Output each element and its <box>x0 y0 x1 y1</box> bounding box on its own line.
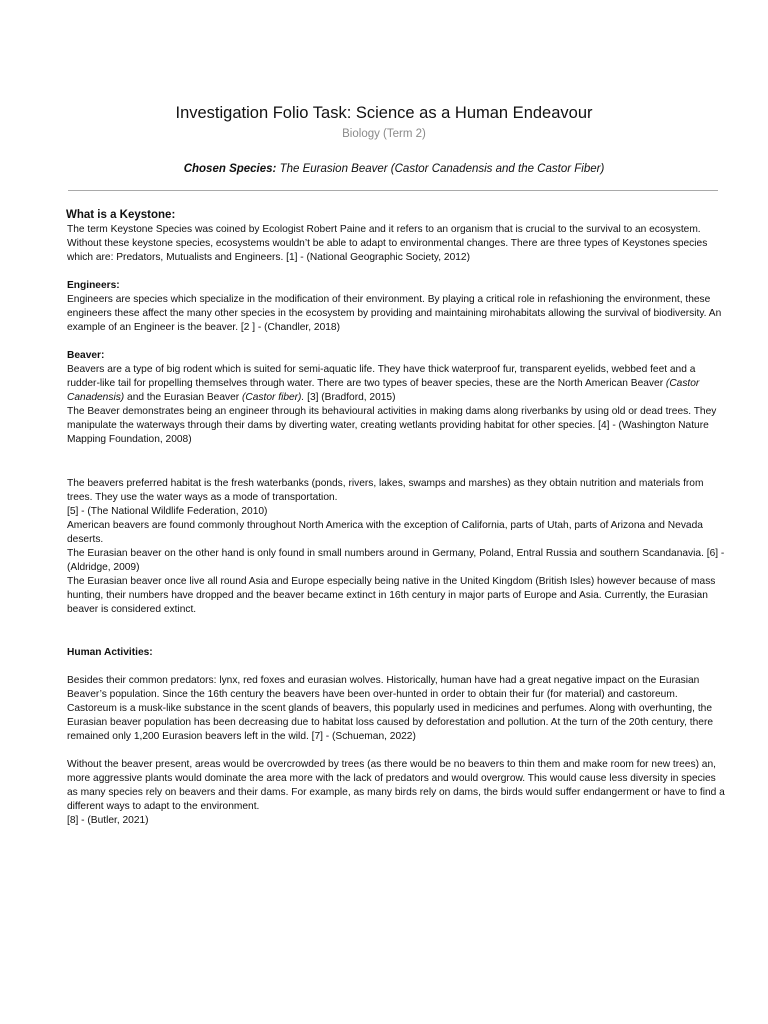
beaver-paragraph-2: The Beaver demonstrates being an engineer through its behavioural activities in making dams along riverbanks by using old or dead trees. They manipulate the waterways through their dams by diverting water, creating wetlants providing habitat for other species. [4] - (Washington Nature Mapping Foundation, 2008) <box>67 406 717 445</box>
chosen-species-value: The Eurasion Beaver (Castor Canadensis and the Castor Fiber) <box>276 163 605 175</box>
keystone-section <box>67 223 729 265</box>
human-paragraph-1: Besides their common predators: lynx, red foxes and eurasian wolves. Historically, human have had a great negative impact on the Eurasian Beaver’s population. Since the 16th century the beavers have been over-hunted in order to obtain their fur (for material) and castoreum. Castoreum is a musk-like substance in the scent glands of beavers, this popularly used in medicines and perfumes. Along with overhunting, the Eurasian beaver population has been decreasing due to habitat loss caused by deforestation and pollution. At the turn of the 20th century, there remained only 1,200 Eurasion beavers left in the wild. [7] - (Schueman, 2022) <box>67 675 714 742</box>
engineers-heading: Engineers: <box>67 280 120 291</box>
human-activities-section-2 <box>67 758 729 828</box>
beaver-heading: Beaver: <box>67 350 105 361</box>
habitat-line-4: The Eurasian beaver on the other hand is only found in small numbers around in Germany, Poland, Entral Russia and southern Scandanavia. [6] - (Aldridge, 2009) <box>67 548 725 573</box>
beaver-section <box>67 349 729 447</box>
habitat-line-3: American beavers are found commonly throughout North America with the exception of California, parts of Utah, parts of Arizona and Nevada deserts. <box>67 520 703 545</box>
human-activities-heading-block <box>67 646 729 660</box>
habitat-section <box>67 477 729 617</box>
beaver-p1-italic-2: (Castor fiber). <box>242 392 305 403</box>
human-paragraph-3: [8] - (Butler, 2021) <box>67 815 149 826</box>
habitat-line-1: The beavers preferred habitat is the fresh waterbanks (ponds, rivers, lakes, swamps and marshes) as they obtain nutrition and materials from trees. They use the water ways as a mode of transportation. <box>67 478 704 503</box>
beaver-p1-text-c: [3] (Bradford, 2015) <box>304 392 396 403</box>
beaver-paragraph-1 <box>67 363 729 405</box>
page-subtitle: Biology (Term 2) <box>342 128 426 140</box>
page-title: Investigation Folio Task: Science as a Human Endeavour <box>175 104 593 122</box>
human-activities-heading: Human Activities: <box>67 647 153 658</box>
divider-rule <box>68 190 718 191</box>
human-paragraph-2: Without the beaver present, areas would be overcrowded by trees (as there would be no beavers to thin them and make room for new trees) an, more aggressive plants would dominate the area more with the lack of predators and would overgrow. This would cause less diversity in species as many species rely on beavers and their dams. For example, as many birds rely on dams, the birds would suffer endangerment or have to find a different ways to adapt to the environment. <box>67 759 725 812</box>
keystone-heading: What is a Keystone: <box>66 209 176 221</box>
habitat-line-2: [5] - (The National Wildlife Federation, 2010) <box>67 506 268 517</box>
engineers-paragraph: Engineers are species which specialize in the modification of their environment. By playing a critical role in refashioning the environment, these engineers these affect the many other species in the ecosystem by providing and maintaining mirohabitats allowing the survival of biodiversity. An example of an Engineer is the beaver. [2 ] - (Chandler, 2018) <box>67 294 722 333</box>
human-activities-section <box>67 674 729 744</box>
habitat-line-5: The Eurasian beaver once live all round Asia and Europe especially being native in the United Kingdom (British Isles) however because of mass hunting, their numbers have dropped and the beaver became extinct in 16th century in major parts of Europe and Asia. Currently, the Eurasian beaver is considered extinct. <box>67 576 716 615</box>
beaver-p1-italic-1: (Castor Canadensis) <box>67 378 700 403</box>
chosen-species <box>0 163 768 175</box>
beaver-p1-text-a: Beavers are a type of big rodent which is suited for semi-aquatic life. They have thick waterproof fur, transparent eyelids, webbed feet and a rudder-like tail for propelling themselves through water. There are two types of beaver species, these are the North American Beaver <box>67 364 696 389</box>
engineers-section <box>67 279 729 335</box>
keystone-paragraph: The term Keystone Species was coined by Ecologist Robert Paine and it refers to an organism that is crucial to the survival to an ecosystem. Without these keystone species, ecosystems wouldn’t be able to adapt to environmental changes. There are three types of Keystones species which are: Predators, Mutualists and Engineers. [1] - (National Geographic Society, 2012) <box>67 224 708 263</box>
beaver-p1-text-b: and the Eurasian Beaver <box>124 392 243 403</box>
chosen-species-label: Chosen Species: <box>183 163 277 175</box>
